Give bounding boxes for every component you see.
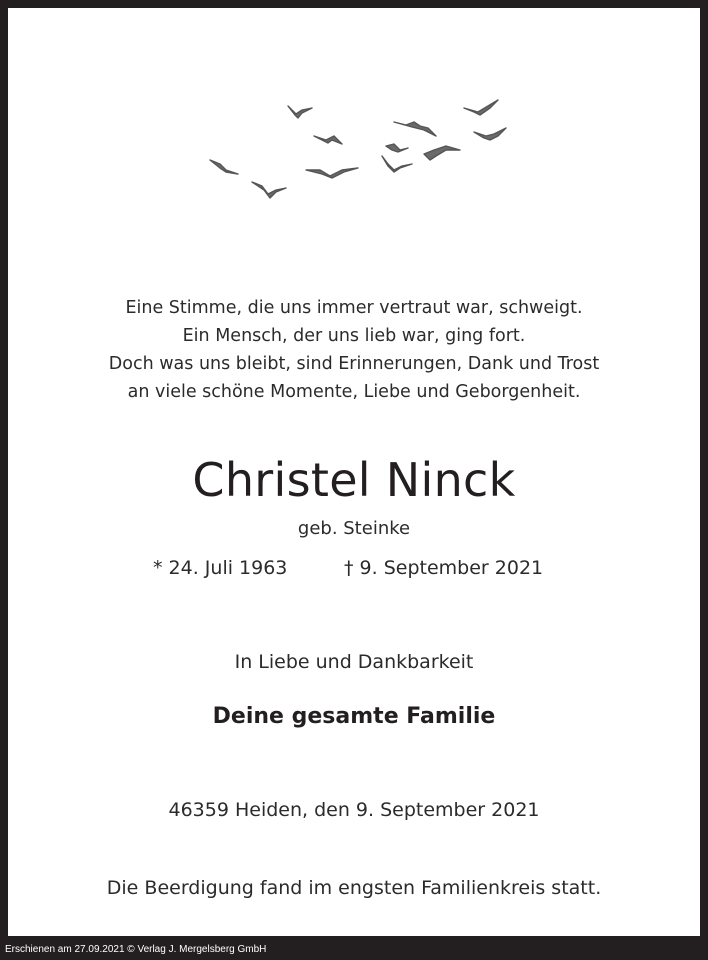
- poem-line-1: Eine Stimme, die uns immer vertraut war, schweigt.: [125, 298, 583, 318]
- bird-5: [474, 128, 506, 140]
- publication-footer: Erschienen am 27.09.2021 © Verlag J. Mergelsberg GmbH: [5, 944, 267, 955]
- bird-4: [464, 100, 498, 115]
- death-date: † 9. September 2021: [344, 557, 544, 579]
- bird-10: [382, 156, 412, 172]
- poem: [8, 294, 700, 406]
- bird-8: [210, 160, 238, 174]
- obituary-notice: [8, 8, 700, 936]
- bird-7: [424, 146, 460, 160]
- poem-line-3: Doch was uns bleibt, sind Erinnerungen, Dank und Trost: [108, 354, 600, 374]
- bird-6: [386, 144, 408, 152]
- funeral-note: Die Beerdigung fand im engsten Familienkreis statt.: [106, 877, 602, 899]
- flying-birds-icon: [198, 90, 528, 208]
- bird-11: [252, 182, 286, 198]
- place-date: 46359 Heiden, den 9. September 2021: [168, 799, 540, 821]
- bird-1: [288, 106, 312, 118]
- closing-line: In Liebe und Dankbarkeit: [234, 651, 474, 673]
- deceased-name: Christel Ninck: [192, 453, 516, 507]
- poem-line-4: an viele schöne Momente, Liebe und Geborgenheit.: [127, 382, 581, 402]
- birth-date: * 24. Juli 1963: [153, 557, 288, 579]
- bird-2: [314, 136, 342, 144]
- poem-line-2: Ein Mensch, der uns lieb war, ging fort.: [182, 326, 526, 346]
- family-signature: Deine gesamte Familie: [212, 704, 496, 729]
- maiden-name: geb. Steinke: [297, 518, 411, 539]
- bird-3: [394, 122, 436, 136]
- bird-9: [306, 168, 358, 178]
